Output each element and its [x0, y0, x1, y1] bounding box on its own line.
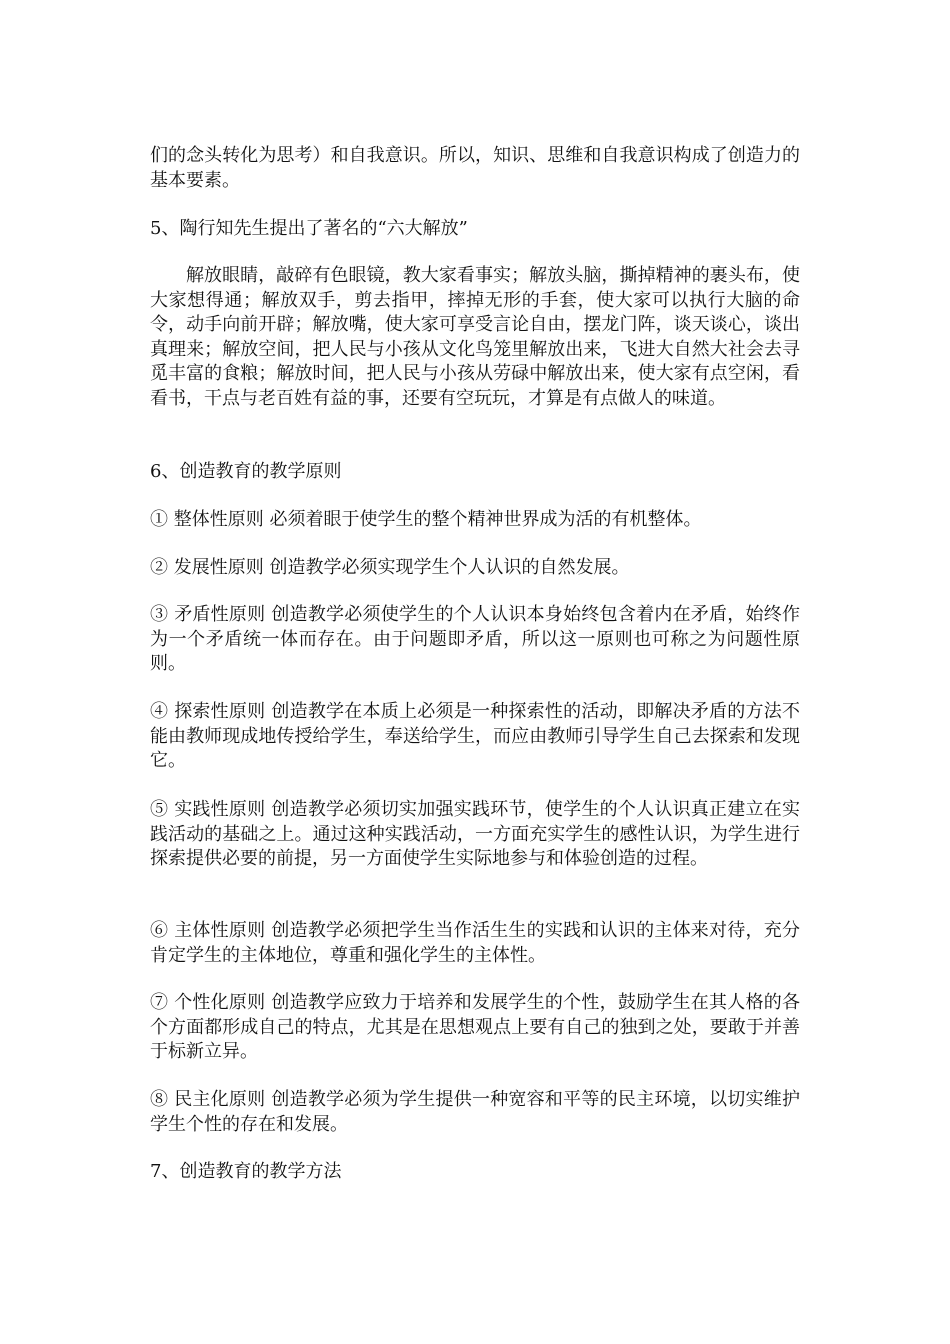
principle-exploration: ④ 探索性原则 创造教学在本质上必须是一种探索性的活动，即解决矛盾的方法不能由教师现成地传授给学生，奉送给学生，而应由教师引导学生自己去探索和发现它。	[150, 701, 800, 771]
heading-six-liberations: 5、陶行知先生提出了著名的“六大解放”	[150, 218, 468, 239]
principle-practice: ⑤ 实践性原则 创造教学必须切实加强实践环节，使学生的个人认识真正建立在实践活动的基础之上。通过这种实践活动，一方面充实学生的感性认识，为学生进行探索提供必要的前提，另一方面使学生实际地参与和体验创造的过程。	[150, 799, 800, 869]
principle-development: ② 发展性原则 创造教学必须实现学生个人认识的自然发展。	[150, 557, 630, 578]
heading-teaching-methods: 7、创造教育的教学方法	[150, 1161, 342, 1182]
principle-subjectivity: ⑥ 主体性原则 创造教学必须把学生当作活生生的实践和认识的主体来对待，充分肯定学生的主体地位，尊重和强化学生的主体性。	[150, 920, 800, 966]
paragraph-creativity-elements: 们的念头转化为思考）和自我意识。所以，知识、思维和自我意识构成了创造力的基本要素。	[150, 145, 800, 191]
paragraph-six-liberations: 解放眼睛，敲碎有色眼镜，教大家看事实；解放头脑，撕掉精神的裹头布，使大家想得通；解放双手，剪去指甲，摔掉无形的手套，使大家可以执行大脑的命令，动手向前开辟；解放嘴，使大家可享受言论自由，摆龙门阵，谈天谈心，谈出真理来；解放空间，把人民与小孩从文化鸟笼里解放出来，飞进大自然大社会去寻觅丰富的食粮；解放时间，把人民与小孩从劳碌中解放出来，使大家有点空闲，看看书，干点与老百姓有益的事，还要有空玩玩，才算是有点做人的味道。	[150, 265, 800, 409]
principle-contradiction: ③ 矛盾性原则 创造教学必须使学生的个人认识本身始终包含着内在矛盾，始终作为一个矛盾统一体而存在。由于问题即矛盾，所以这一原则也可称之为问题性原则。	[150, 604, 800, 674]
principle-wholeness: ① 整体性原则 必须着眼于使学生的整个精神世界成为活的有机整体。	[150, 509, 702, 530]
heading-teaching-principles: 6、创造教育的教学原则	[150, 461, 342, 482]
principle-democracy: ⑧ 民主化原则 创造教学必须为学生提供一种宽容和平等的民主环境，以切实维护学生个性的存在和发展。	[150, 1089, 800, 1135]
principle-individuality: ⑦ 个性化原则 创造教学应致力于培养和发展学生的个性，鼓励学生在其人格的各个方面都形成自己的特点，尤其是在思想观点上要有自己的独到之处，要敢于并善于标新立异。	[150, 992, 800, 1062]
